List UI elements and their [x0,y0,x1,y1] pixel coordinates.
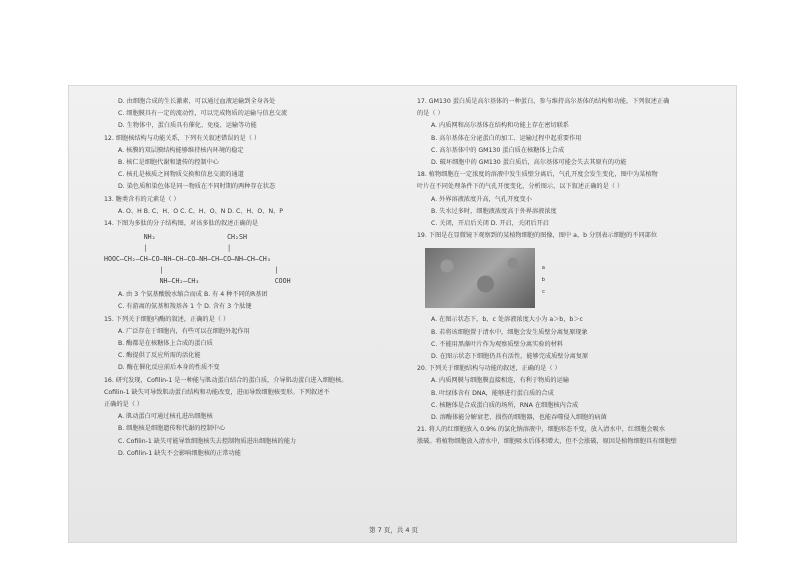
option-line: C. 酶提供了反应所需的活化能 [118,352,201,360]
option-line: D. 染色质和染色体是同一物质在不同时期的两种存在状态 [118,183,276,191]
option-line: D. 生物体中，蛋白质具有催化、免疫、运输等功能 [118,122,257,130]
option-line: C. 核孔是核质之间物质交换和信息交流的通道 [118,171,244,179]
option-line: C. 不能用黑藻叶片作为观察质壁分离实验的材料 [431,340,564,348]
option-line: C. 高尔基体中的 GM130 蛋白质在核糖体上合成 [431,146,565,154]
question-line: Cofilin-1 缺失可导致肌动蛋白结构和功能改变，进而导致细胞核变形。下列叙述不 [104,388,330,396]
option-line: A. 在图示状态下，b、c 处溶液浓度大小为 a＞b，b＞c [431,316,583,324]
option-line: A. 核膜的双层膜结构能够维持核内环境的稳定 [118,146,244,154]
question-line: 涨破。将植物细胞放入清水中，细胞吸水后体积增大，但不会涨破，原因是植物细胞具有细胞壁 [417,438,677,446]
option-line: C. 核糖体是合成蛋白质的场所，RNA 在细胞核内合成 [431,401,579,409]
option-line: A. O、H B. C、H、O C. C、H、O、N D. C、H、O、N、P [118,207,284,215]
option-line: A. 广泛存在于细胞内，有些可以在细胞外起作用 [118,327,250,335]
right-column [417,96,727,449]
option-line: B. 酶都是在核糖体上合成的蛋白质 [118,340,213,348]
left-column [104,96,404,460]
question-line: 17. GM130 蛋白质是高尔基体的一种蛋白，参与维持高尔基体的结构和功能，下列叙述正确 [417,98,670,105]
option-line: D. 由细胞合成的生长激素，可以通过血液运输到全身各处 [118,98,276,105]
option-line: A. 由 3 个氨基酸脱水缩合而成 B. 有 4 种不同的R基团 [118,291,268,299]
option-line: D. 破坏细胞中的 GM130 蛋白质后，高尔基体可能会失去其原有的功能 [431,159,627,167]
question-line: 叶片在不同处理条件下的气孔开度变化，分析图示，以下叙述正确的是（ ） [417,183,624,191]
micrograph-image [425,248,545,308]
option-line: B. 细胞核是细胞遗传和代谢的控制中心 [118,425,226,433]
option-line: D. 在图示状态下细胞仍具有活性，能够完成质壁分离复原 [431,353,589,361]
question-line: 13. 糖类含有的元素是（ ） [104,195,180,203]
question-line: 16. 研究发现，Cofilin-1 是一种能与肌动蛋白结合的蛋白质，介导肌动蛋白进入细胞核。 [104,376,348,384]
option-line: B. 若将该细胞置于清水中，细胞会发生质壁分离复原现象 [431,328,588,336]
option-line: B. 高尔基体在分泌蛋白的加工、运输过程中起重要作用 [431,134,582,142]
option-line: C. 有游离的氨基和羧基各 1 个 D. 含有 3 个肽键 [118,303,252,311]
question-line: 14. 下图为多肽的分子结构图，对该多肽的叙述正确的是 [104,220,259,228]
polypeptide-formula: NH₂ CH₂SH | | HOOC—CH₂—CH—CO—NH—CH—CO—NH—CH—CO—NH—CH—CH₃ | | NH—CH₂—CH₃ COOH [104,233,291,286]
question-line: 正确的是（ ） [104,401,144,409]
question-line: 15. 下列关于细胞内酶的叙述，正确的是（ ） [104,315,230,323]
option-line: D. 酶在催化反应前后本身的性质不变 [118,364,220,372]
exam-sheet [69,86,736,542]
photo-label-b: b [541,277,545,284]
question-line: 18. 植物细胞在一定浓度的溶液中发生质壁分离后，气孔开度会发生变化，图中为某植物 [417,171,658,179]
option-line: A. 内质网膜与细胞膜直接相连，有利于物质的运输 [431,377,569,385]
photo-label-c: c [541,289,545,296]
question-line: 21. 将人的红细胞放入 0.9% 的氯化钠溶液中，细胞形态不变，放入清水中，红细胞会吸水 [417,426,666,434]
option-line: B. 失水过多时，细胞液浓度高于外界溶液浓度 [431,207,557,215]
question-line: 12. 细胞核结构与功能关系，下列有关叙述错误的是（ ） [104,134,261,142]
option-line: D. 溶酶体能分解衰老、损伤的细胞器，也能吞噬侵入细胞的病菌 [431,414,607,422]
option-line: D. Cofilin-1 缺失不会影响细胞核的正常功能 [118,449,241,457]
question-line: 19. 下图是在显微镜下观察到的某植物细胞的图像，图中 a、b 分别表示细胞的不同部位 [417,232,658,240]
question-line: 20. 下列关于细胞结构与功能的叙述，正确的是（ ） [417,365,561,373]
question-line: 的是（ ） [417,110,444,118]
option-line: C. 细胞膜具有一定的流动性，可以完成物质的运输与信息交流 [118,110,288,118]
photo-label-a: a [541,265,545,272]
option-line: C. 关闭，开启后关闭 D. 开启，关闭后开启 [431,220,549,228]
option-line: A. 肌动蛋白可通过核孔进出细胞核 [118,413,213,421]
option-line: B. 核仁是细胞代谢和遗传的控制中心 [118,159,219,167]
option-line: C. Cofilin-1 缺失可能导致细胞核失去控制物质进出细胞核的能力 [118,437,297,445]
option-line: A. 外界溶液浓度升高，气孔开度变小 [431,195,532,203]
option-line: B. 叶绿体含有 DNA，能够进行蛋白质的合成 [431,389,554,397]
option-line: A. 内质网和高尔基体在结构和功能上存在密切联系 [431,122,569,130]
page-footer: 第 7 页，共 4 页 [369,526,419,534]
